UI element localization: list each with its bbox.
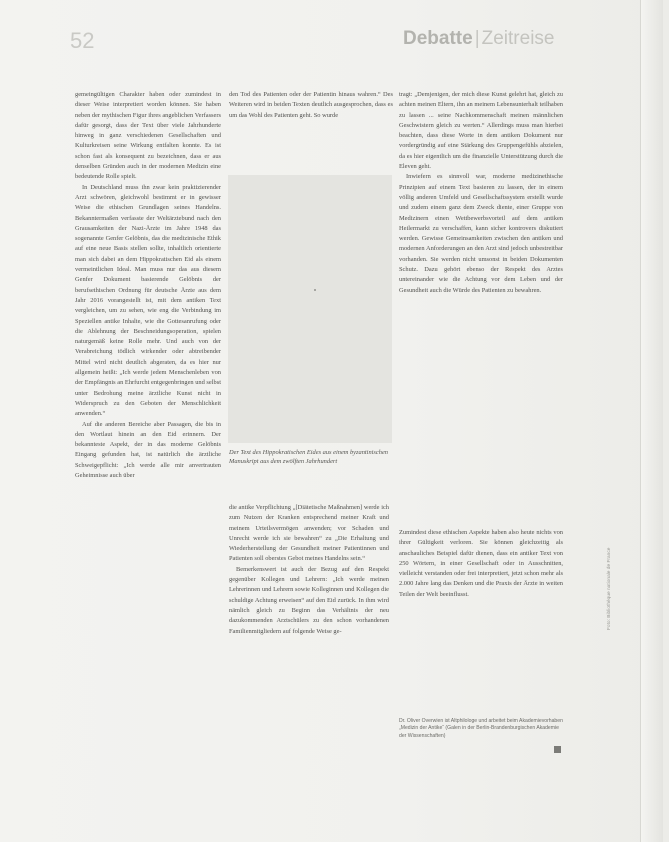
section-subtitle: Zeitreise: [481, 28, 555, 49]
paragraph: die antike Verpflichtung „[Diätetische Maßnahmen] werde ich zum Nutzen der Kranken entsprechend meiner Kraft und meinem Urteilsvermögen anwenden; vor Schaden und Unrecht werde ich sie bewahren“ zu „Die Erhaltung und Wiederherstellung der Gesundheit meiner Patientinnen und Patienten soll oberstes Gebot meines Handelns sein.“: [229, 504, 389, 563]
section-header: [403, 28, 554, 50]
author-bio: Dr. Oliver Overwien ist Altphilologe und arbeitet beim Akademievorhaben „Medizin der Antike“ (Galen in der Berlin-Brandenburgischen Akademie der Wissenschaften): [399, 718, 563, 739]
paragraph: gemeingültigen Charakter haben oder zumindest in dieser Weise interpretiert worden können. Sie haben neben der mythischen Figur ihres angeblichen Verfassers dafür gesorgt, dass der Text über viele Jahrhunderte hinweg in ganz verschiedenen Gesellschaften und Kulturkreisen seine Wirkung entfalten konnte. Es ist schon fast als konsequent zu bezeichnen, dass er aus denselben Gründen auch in der modernen Medizin eine bedeutende Rolle spielt.: [75, 91, 221, 181]
photo-mark: [314, 289, 316, 291]
paragraph: In Deutschland muss ihn zwar kein praktizierender Arzt schwören, gleichwohl bestimmt er in gewisser Weise die ethischen Grundlagen seines Handelns. Bekanntermaßen verfasste der Weltärztebund nach den Grausamkeiten der Nazi-Ärzte im Jahre 1948 das sogenannte Genfer Gelöbnis, das die medizinische Ethik auf eine neue Basis stellen sollte, inhaltlich orientierte man sich dabei an dem Hippokratischen Eid als einem vermeintlichen Ideal. Man muss nur das aus diesem Genfer Dokument basierende Gelöbnis der berufsethischen Ordnung für deutsche Ärzte aus dem Jahr 2016 vorangestellt ist, mit dem antiken Text vergleichen, um zu sehen, wie eng die Verbindung im Speziellen antike Inhalte, wie die Gottesanrufung oder die Ablehnung der Beschneidungsoperation, spielen naturgemäß keine Rolle mehr. Und auch von der Verabreichung tödlich wirkender oder abtreibender Mittel wird nicht deutlich abgeraten, da es hier nur allgemein heißt: „Ich werde jedem Menschenleben von der Empfängnis an Ehrfurcht entgegenbringen und selbst unter Bedrohung meine ärztliche Kunst nicht in Widerspruch zu den Geboten der Menschlichkeit anwenden.“: [75, 183, 221, 418]
article-column-3: [399, 90, 563, 530]
photo-caption: Der Text des Hippokratischen Eides aus einem byzantinischen Manuskript aus dem zwölften Jahrhundert: [229, 449, 388, 466]
article-column-3-bottom: [399, 528, 563, 664]
paragraph: Auf die anderen Bereiche aber Passagen, die bis in den Wortlaut hinein an den Eid erinnern. Der bekannteste Aspekt, der in das moderne Gelöbnis Eingang gefunden hat, ist natürlich die ärztliche Schweigepflicht: „Ich werde alle mir anvertrauten Geheimnisse auch über: [75, 420, 221, 479]
paragraph: Zumindest diese ethischen Aspekte haben also heute nichts von ihrer Gültigkeit verloren. Sie können gleichzeitig als anschauliches Beispiel dafür dienen, dass ein antiker Text von 250 Wörtern, in einer Gesellschaft oder in Ausschnitten, vielleicht verstanden oder frei interpretiert, jetzt schon mehr als 2.000 Jahre lang das Denken und die Praxis der Ärzte in weiten Teilen der Welt beeinflusst.: [399, 529, 563, 598]
page-gutter: [640, 0, 663, 842]
paragraph: Bemerkenswert ist auch der Bezug auf den Respekt gegenüber Kollegen und Lehrern: „Ich werde meinen Lehrerinnen und Lehrern sowie Kolleginnen und Kollegen die schuldige Achtung erweisen“ auf den Eid zurück. In ihm wird nämlich gleich zu Beginn das Verhältnis der neu dazukommenden Arztschülers zu den schon vorhandenen Familienmitgliedern auf folgende Weise ge-: [229, 565, 389, 635]
manuscript-photo: [228, 175, 392, 443]
paragraph: Inwiefern es sinnvoll war, moderne medizinethische Prinzipien auf einem Text basieren zu lassen, der in einem völlig anderen Umfeld und Gesellschaftssystem erstellt wurde und zudem einem ganz dem Zweck diente, einer Gruppe von Medizinern einen Wettbewerbsvorteil auf dem antiken Heilermarkt zu verschaffen, kann sicher kontrovers diskutiert werden. Gewisse Gemeinsamkeiten zwischen den antiken und modernen Anforderungen an den Arzt sind jedoch unbestreitbar vorhanden. Sie werden nicht umsonst in beiden Dokumenten Schutz. Dazu gehört ebenso der Respekt des Arztes untereinander wie die Achtung vor dem Leben und der Gesundheit auch die Würde des Patienten zu bewahren.: [399, 173, 563, 294]
section-title: Debatte: [403, 28, 473, 49]
section-separator: |: [474, 28, 480, 49]
page-number: 52: [70, 28, 95, 53]
end-mark: [554, 746, 561, 753]
paragraph: den Tod des Patienten oder der Patientin hinaus wahren.“ Des Weiteren wird in beiden Texten deutlich ausgesprochen, dass es um das Wohl des Patienten geht. So wurde: [229, 91, 393, 119]
article-column-2-bottom: [229, 503, 389, 783]
article-column-2-top: [229, 90, 393, 138]
article-column-1: [75, 90, 221, 780]
photo-credit: Foto: Bibliothèque nationale de France: [607, 547, 612, 630]
paragraph: tragt: „Demjenigen, der mich diese Kunst gelehrt hat, gleich zu achten meinen Eltern, ihn an meinem Lebensunterhalt teilhaben zu lassen ... seine Nachkommenschaft meinen männlichen Geschwistern gleich zu werten.“ Allerdings muss man hierbei beachten, dass diese Worte in dem antiken Dokument nur vordergründig auf eine Stärkung des Gruppengefühls abzielen, da es hier eigentlich um die finanzielle Unterstützung durch die Eleven geht.: [399, 91, 563, 171]
